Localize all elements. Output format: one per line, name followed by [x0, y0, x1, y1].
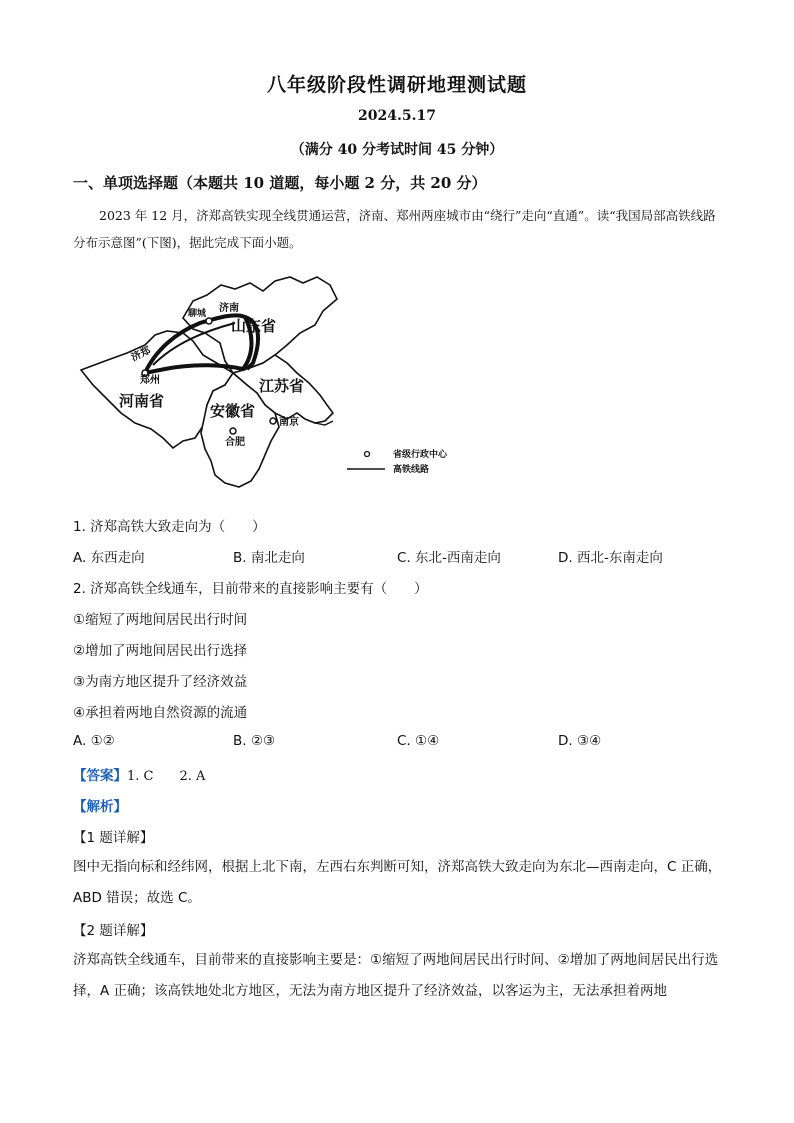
nanjing-capital-icon [270, 418, 276, 424]
legend-capital-icon [365, 452, 370, 457]
section-heading: 一、单项选择题（本题共 10 道题，每小题 2 分，共 20 分） [73, 174, 487, 192]
analysis-label: 【解析】 [73, 799, 127, 815]
line-label-1: 聊城 [188, 309, 207, 319]
nanjing-label: 南京 [279, 417, 299, 428]
legend-railway-label: 高铁线路 [393, 465, 430, 475]
answer-value: 1. C 2. A [127, 769, 206, 784]
jinan-label: 济南 [219, 303, 239, 314]
q2-statement-4: ④承担着两地自然资源的流通 [73, 705, 248, 721]
q2-stem: 2. 济郑高铁全线通车，目前带来的直接影响主要有（ ） [73, 581, 428, 597]
q1-stem: 1. 济郑高铁大致走向为（ ） [73, 519, 266, 535]
q2-option-d[interactable]: D. ③④ [558, 733, 602, 749]
jinan-capital-icon [206, 318, 212, 324]
q2-option-c[interactable]: C. ①④ [397, 733, 440, 749]
q2-option-b[interactable]: B. ②③ [233, 733, 276, 749]
detail-2-text: 济郑高铁全线通车，目前带来的直接影响主要是：①缩短了两地间居民出行时间、②增加了两地间居民出行选择，A 正确；该高铁地处北方地区，无法为南方地区提升了经济效益，以客运为主，无法承担着两地 [73, 952, 719, 999]
exam-score-info: （满分 40 分考试时间 45 分钟） [290, 142, 504, 158]
line-label-2: 济郑 [129, 345, 153, 364]
railway-map [75, 273, 475, 491]
answer-block [73, 764, 205, 784]
hefei-capital-icon [230, 428, 236, 434]
q1-option-d[interactable]: D. 西北-东南走向 [558, 550, 663, 566]
q2-option-a[interactable]: A. ①② [73, 733, 115, 749]
q2-statement-2: ②增加了两地间居民出行选择 [73, 643, 248, 659]
detail-1-label: 【1 题详解】 [73, 830, 154, 846]
q2-statement-3: ③为南方地区提升了经济效益 [73, 674, 248, 690]
answer-label: 【答案】 [73, 768, 127, 784]
anhui-label: 安徽省 [210, 402, 256, 420]
hefei-label: 合肥 [225, 437, 245, 448]
detail-1-text: 图中无指向标和经纬网，根据上北下南，左西右东判断可知，济郑高铁大致走向为东北—西南走向，C 正确，ABD 错误；故选 C。 [73, 859, 722, 906]
q2-statement-1: ①缩短了两地间居民出行时间 [73, 612, 248, 628]
question-intro: 2023 年 12 月，济郑高铁实现全线贯通运营，济南、郑州两座城市由“绕行”走向“直通”。读“我国局部高铁线路分布示意图”(下图)，据此完成下面小题。 [73, 208, 716, 250]
detail-2-label: 【2 题详解】 [73, 923, 154, 939]
zhengzhou-label: 郑州 [140, 375, 160, 386]
henan-label: 河南省 [119, 392, 165, 410]
shandong-label: 山东省 [231, 317, 277, 335]
q1-option-a[interactable]: A. 东西走向 [73, 550, 145, 566]
legend-capital-label: 省级行政中心 [393, 450, 448, 460]
jiangsu-label: 江苏省 [259, 377, 305, 395]
q1-option-c[interactable]: C. 东北-西南走向 [397, 550, 501, 566]
page-title: 八年级阶段性调研地理测试题 [266, 74, 527, 96]
q1-option-b[interactable]: B. 南北走向 [233, 550, 305, 566]
exam-date: 2024.5.17 [358, 108, 436, 124]
